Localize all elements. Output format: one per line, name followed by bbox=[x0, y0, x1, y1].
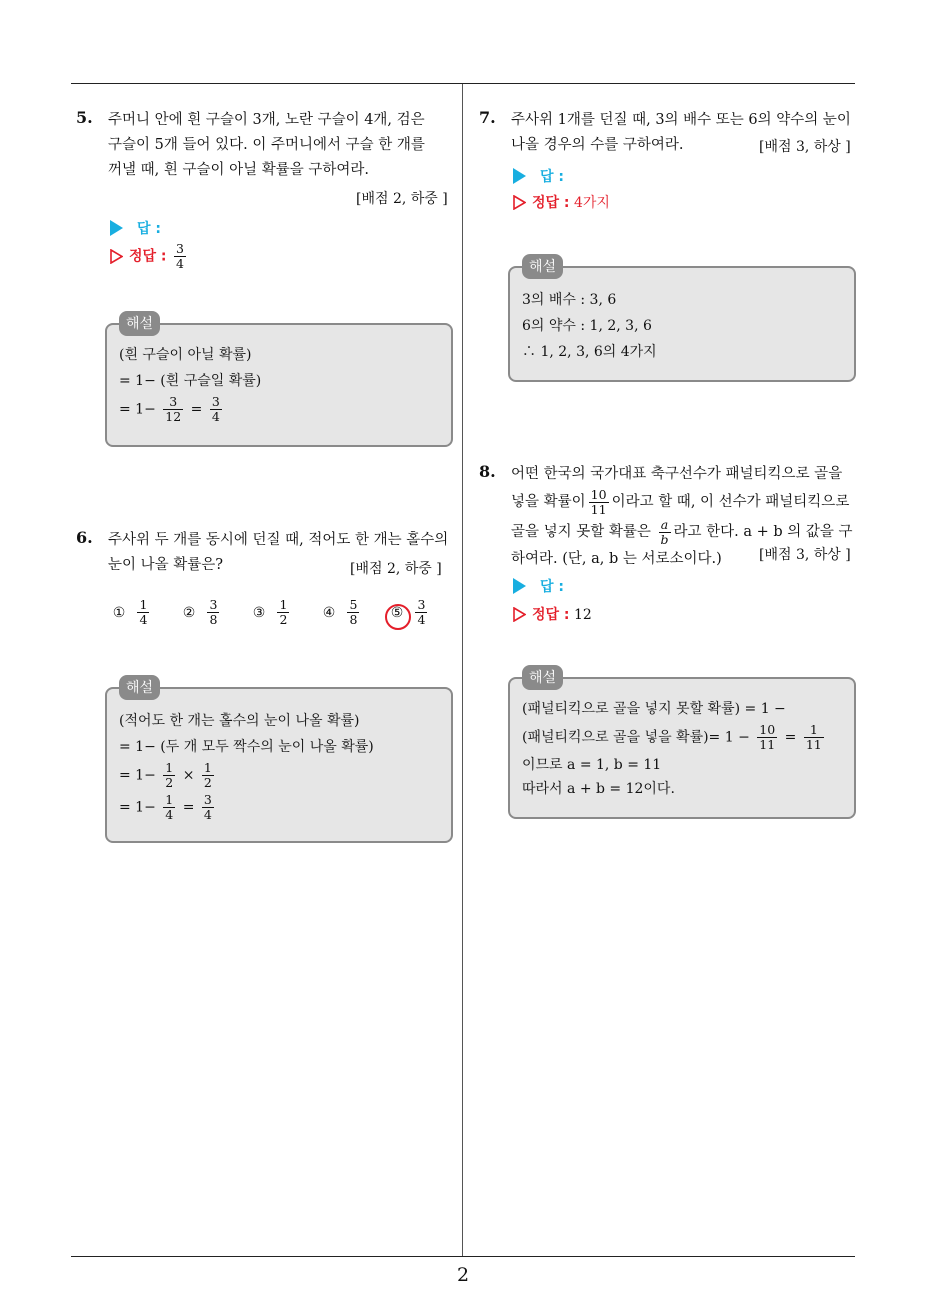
outline-triangle-icon bbox=[513, 607, 526, 622]
fraction: $\frac{3}{4}$ bbox=[417, 597, 426, 627]
question-8 bbox=[479, 462, 864, 822]
solution-tag: 해설 bbox=[522, 665, 563, 690]
fraction: $\frac{3}{4}$ bbox=[203, 792, 212, 822]
fraction: $\frac{3}{4}$ bbox=[211, 394, 220, 424]
fraction: $\frac{1}{2}$ bbox=[279, 597, 288, 627]
fraction: $\frac{1}{2}$ bbox=[165, 760, 174, 790]
play-icon bbox=[513, 578, 526, 594]
solution-line: (패널티킥으로 골을 넣지 못할 확률) = 1 − bbox=[522, 701, 786, 717]
column-divider bbox=[462, 84, 463, 1256]
solution-box bbox=[105, 680, 453, 843]
solution-line: = 1− $\frac{3}{12}$ = $\frac{3}{4}$ bbox=[119, 394, 220, 424]
fraction: $\frac{1}{4}$ bbox=[165, 792, 174, 822]
solution-line: 따라서 a + b = 12이다. bbox=[522, 781, 675, 797]
answer-fraction: $\frac{3}{4}$ bbox=[175, 241, 184, 271]
question-number: 5. bbox=[76, 108, 93, 127]
fraction: $\frac{1}{2}$ bbox=[203, 760, 212, 790]
solution-line: 6의 약수 : 1, 2, 3, 6 bbox=[522, 318, 652, 334]
fraction: $\frac{5}{8}$ bbox=[349, 597, 358, 627]
question-text: 주사위 1개를 던질 때, 3의 배수 또는 6의 약수의 눈이 나올 경우의 수를 구하여라. bbox=[511, 112, 851, 153]
answer-line: 답 : bbox=[513, 576, 564, 596]
fraction: $\frac{10}{11}$ bbox=[759, 722, 776, 752]
correct-answer-line: 정답 : $\frac{3}{4}$ bbox=[110, 242, 189, 271]
solution-box bbox=[508, 670, 856, 819]
bottom-rule bbox=[71, 1256, 855, 1257]
solution-line: (패널티킥으로 골을 넣을 확률)= 1 − $\frac{10}{11}$ = $\frac{1}{11}$ bbox=[522, 722, 822, 752]
solution-line: = 1− $\frac{1}{4}$ = $\frac{3}{4}$ bbox=[119, 792, 212, 822]
score-meta: [배점 3, 하상 ] bbox=[759, 547, 851, 563]
solution-line: = 1− (두 개 모두 짝수의 눈이 나올 확률) bbox=[119, 739, 374, 755]
fraction: $\frac{10}{11}$ bbox=[590, 486, 607, 517]
solution-box bbox=[508, 259, 856, 382]
solution-tag: 해설 bbox=[522, 254, 563, 279]
solution-line: 이므로 a = 1, b = 11 bbox=[522, 757, 662, 773]
choice-5[interactable]: ⑤ $\frac{3}{4}$ bbox=[386, 598, 430, 627]
solution-line: = 1− $\frac{1}{2}$ × $\frac{1}{2}$ bbox=[119, 760, 212, 790]
question-number: 6. bbox=[76, 528, 93, 547]
score-meta: [배점 2, 하중 ] bbox=[356, 191, 448, 207]
solution-line: ∴ 1, 2, 3, 6의 4가지 bbox=[522, 344, 657, 360]
play-icon bbox=[513, 168, 526, 184]
play-icon bbox=[110, 220, 123, 236]
solution-box bbox=[105, 316, 453, 447]
question-5 bbox=[76, 108, 456, 448]
page-number: 2 bbox=[456, 1264, 470, 1286]
fraction: $\frac{3}{12}$ bbox=[165, 394, 182, 424]
fraction: $\frac{1}{4}$ bbox=[139, 597, 148, 627]
choice-1[interactable]: ① $\frac{1}{4}$ bbox=[112, 597, 148, 627]
solution-line: (적어도 한 개는 홀수의 눈이 나올 확률) bbox=[119, 713, 360, 729]
solution-line: 3의 배수 : 3, 6 bbox=[522, 292, 617, 308]
fraction: $\frac{3}{8}$ bbox=[209, 597, 218, 627]
choice-4[interactable]: ④ $\frac{5}{8}$ bbox=[322, 597, 358, 627]
question-text: 어떤 한국의 국가대표 축구선수가 패널티킥으로 골을 넣을 확률이 $\frac{10}{11}$ 이라고 할 때, 이 선수가 패널티킥으로 골을 넣지 못할 확률은 $\frac{a}{b}$ 라고 한다. a + b 의 값을 구 하여라. (단, a, b 는 서로소이다.) bbox=[511, 466, 853, 567]
correct-answer-line: 정답 : 4가지 bbox=[513, 192, 610, 212]
solution-line: = 1− (흰 구슬일 확률) bbox=[119, 373, 262, 389]
solution-tag: 해설 bbox=[119, 311, 160, 336]
question-6 bbox=[76, 528, 456, 848]
answer-line: 답 : bbox=[110, 218, 161, 238]
choice-2[interactable]: ② $\frac{3}{8}$ bbox=[182, 597, 218, 627]
question-number: 8. bbox=[479, 462, 496, 481]
question-number: 7. bbox=[479, 108, 496, 127]
solution-line: (흰 구슬이 아닐 확률) bbox=[119, 347, 252, 363]
outline-triangle-icon bbox=[513, 195, 526, 210]
score-meta: [배점 2, 하중 ] bbox=[350, 561, 442, 577]
question-text: 주머니 안에 흰 구슬이 3개, 노란 구슬이 4개, 검은 구슬이 5개 들어 있다. 이 주머니에서 구슬 한 개를 꺼낼 때, 흰 구슬이 아닐 확률을 구하여라. bbox=[108, 112, 425, 178]
fraction: $\frac{1}{11}$ bbox=[805, 722, 822, 752]
solution-tag: 해설 bbox=[119, 675, 160, 700]
question-text: 주사위 두 개를 동시에 던질 때, 적어도 한 개는 홀수의 눈이 나올 확률은? bbox=[108, 532, 449, 573]
outline-triangle-icon bbox=[110, 249, 123, 264]
top-rule bbox=[71, 83, 855, 84]
choice-3[interactable]: ③ $\frac{1}{2}$ bbox=[252, 597, 288, 627]
answer-line: 답 : bbox=[513, 166, 564, 186]
question-7 bbox=[479, 108, 864, 388]
score-meta: [배점 3, 하상 ] bbox=[759, 139, 851, 155]
correct-answer-line: 정답 : 12 bbox=[513, 604, 592, 624]
fraction: $\frac{a}{b}$ bbox=[660, 516, 669, 547]
selected-mark-icon bbox=[385, 604, 411, 630]
